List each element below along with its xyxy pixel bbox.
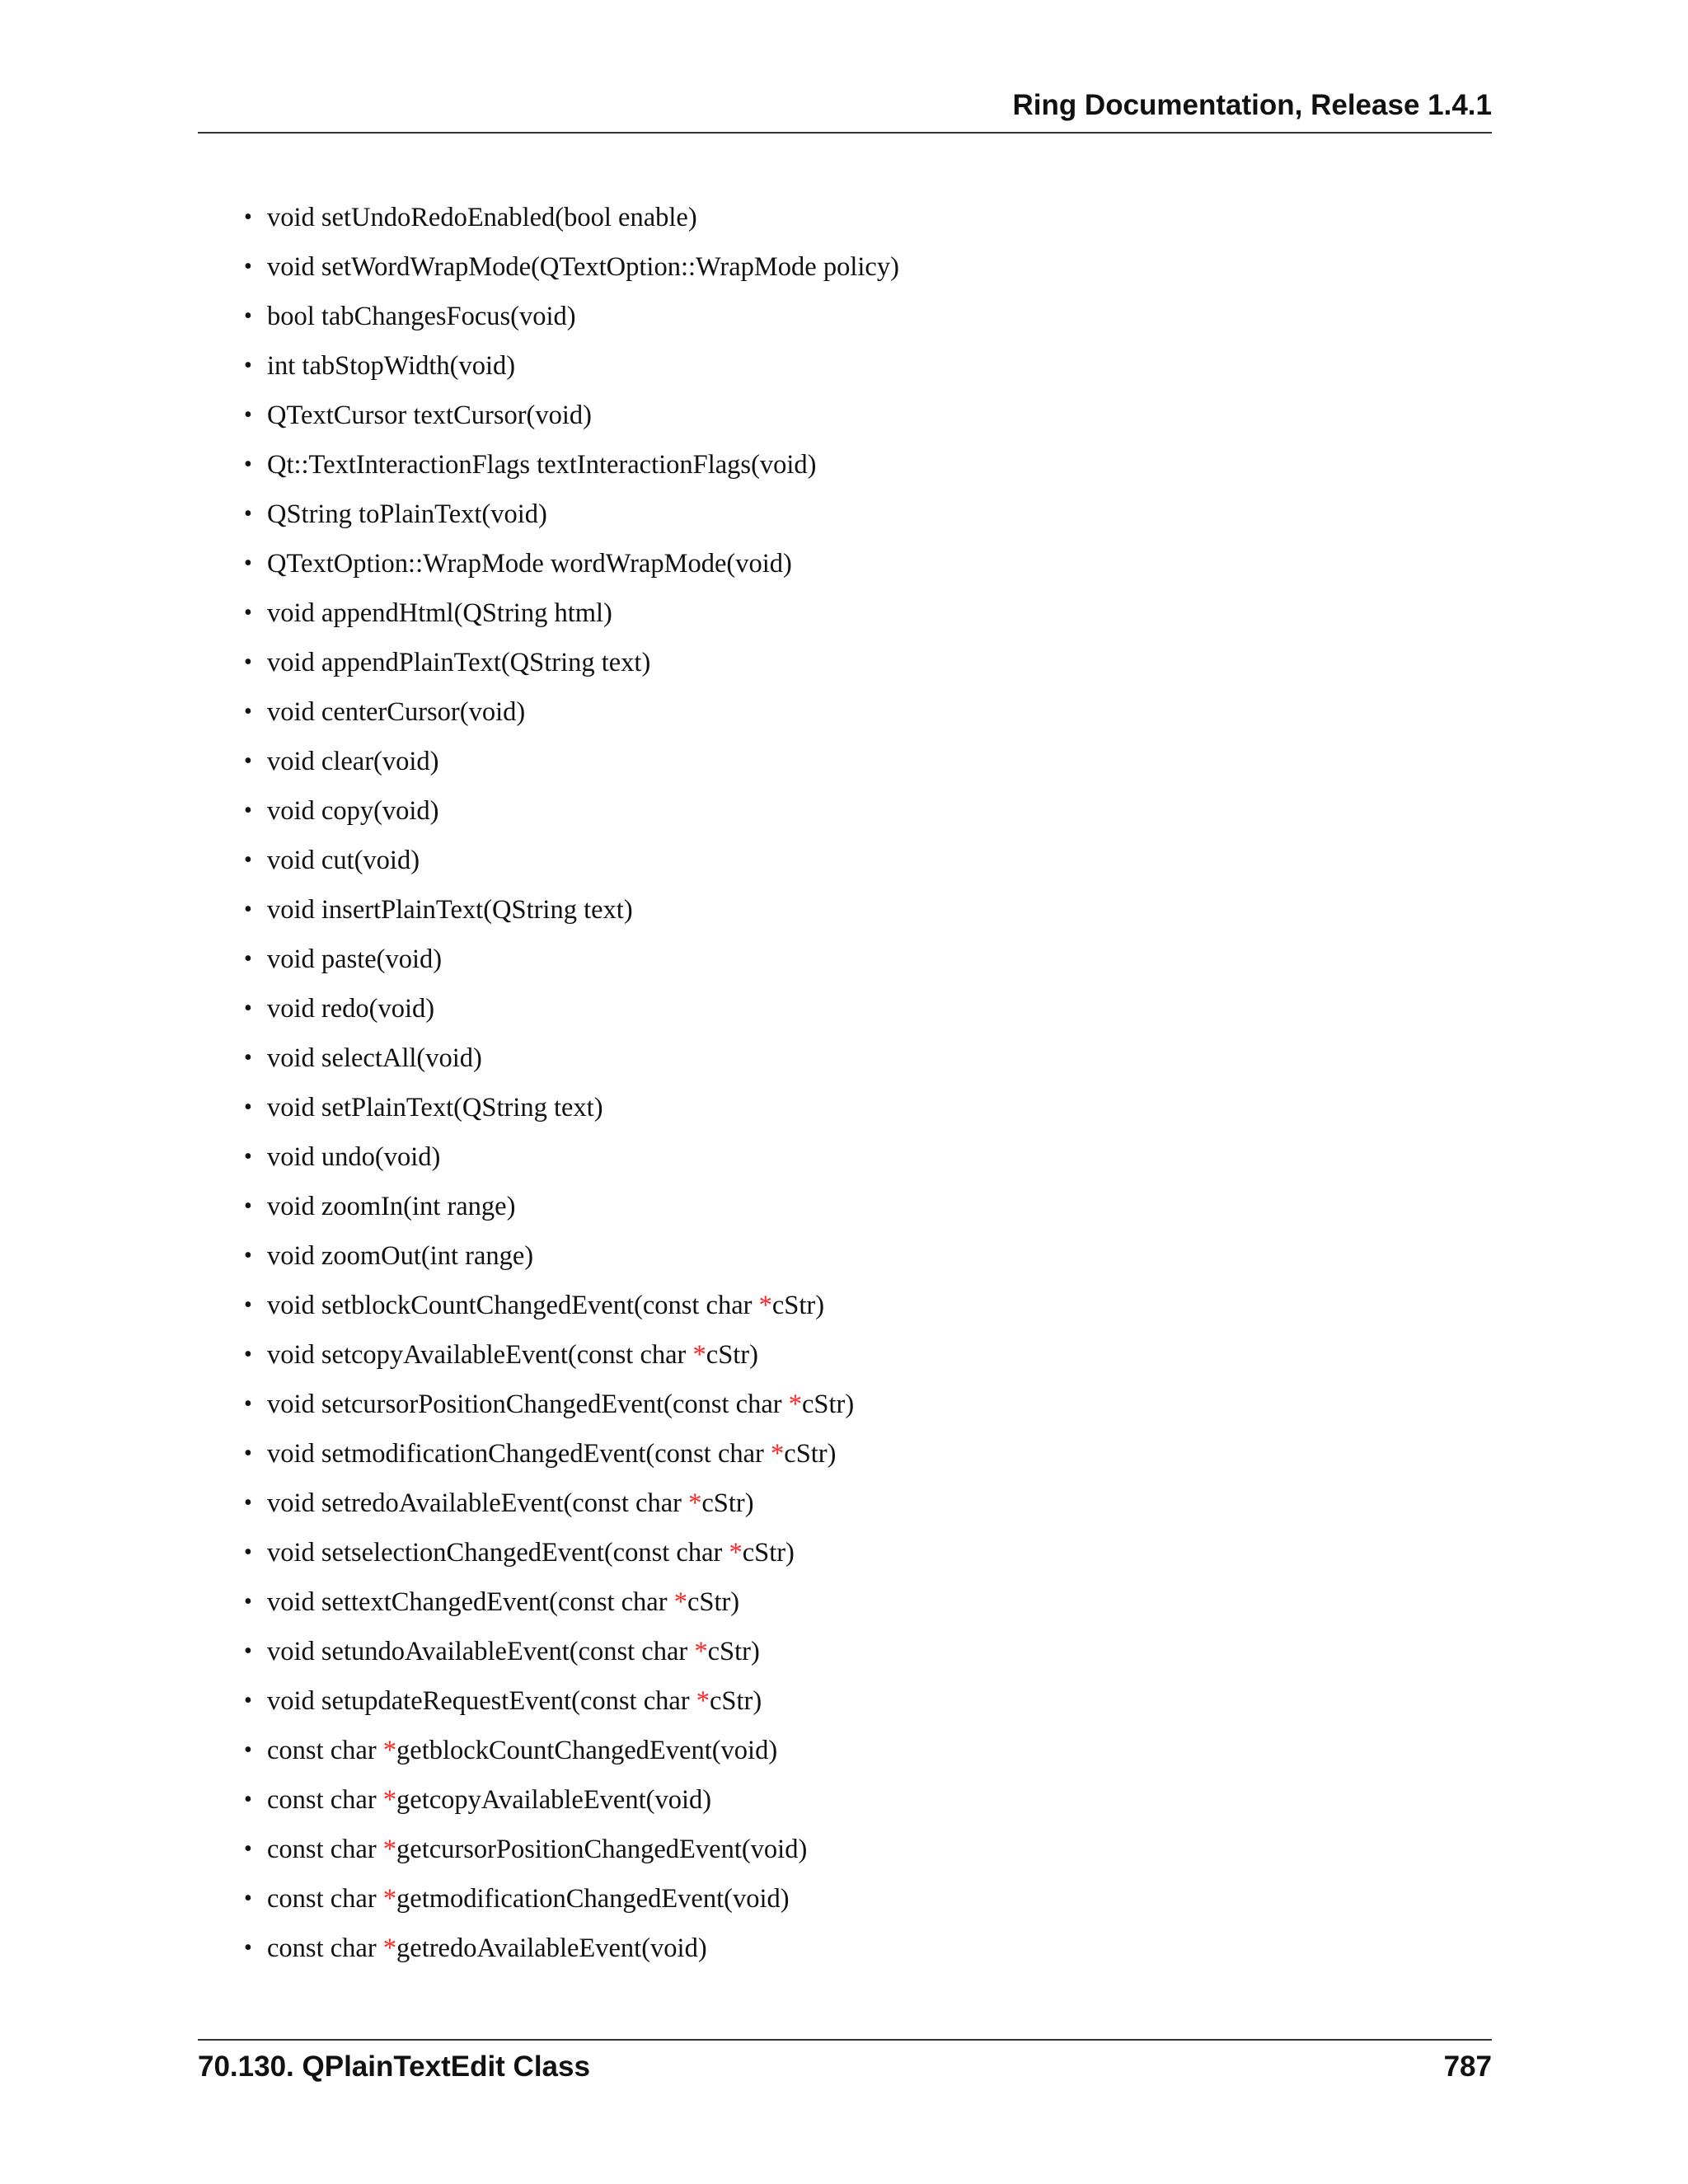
pointer-star: * <box>758 1291 772 1320</box>
list-item <box>244 938 899 987</box>
pointer-star: * <box>688 1488 702 1518</box>
list-item <box>244 987 899 1037</box>
method-signature: void selectAll(void) <box>267 1043 482 1073</box>
list-item <box>244 295 899 344</box>
list-item <box>244 196 899 246</box>
list-item <box>244 1680 899 1729</box>
bullet-icon: • <box>244 353 252 378</box>
method-signature: void zoomOut(int range) <box>267 1241 534 1271</box>
bullet-icon: • <box>244 1094 252 1120</box>
bullet-icon: • <box>244 1292 252 1318</box>
method-signature: void zoomIn(int range) <box>267 1192 516 1221</box>
method-signature: const char <box>267 1835 383 1864</box>
method-list <box>244 196 899 1976</box>
pointer-star: * <box>788 1390 802 1419</box>
method-signature: void paste(void) <box>267 944 443 974</box>
bullet-icon: • <box>244 501 252 527</box>
bullet-icon: • <box>244 402 252 428</box>
pointer-star: * <box>673 1587 687 1617</box>
bullet-icon: • <box>244 996 252 1021</box>
method-signature: void appendHtml(QString html) <box>267 598 612 628</box>
method-signature-rest: getcursorPositionChangedEvent(void) <box>396 1835 808 1864</box>
bullet-icon: • <box>244 1638 252 1664</box>
method-signature-rest: getblockCountChangedEvent(void) <box>396 1736 778 1765</box>
method-signature: void setmodificationChangedEvent(const char <box>267 1439 771 1469</box>
list-item <box>244 394 899 443</box>
method-signature-rest: cStr) <box>707 1637 760 1666</box>
method-signature: const char <box>267 1884 383 1914</box>
method-signature-rest: getredoAvailableEvent(void) <box>396 1933 707 1963</box>
method-signature: const char <box>267 1785 383 1815</box>
bullet-icon: • <box>244 551 252 576</box>
bullet-icon: • <box>244 1540 252 1565</box>
bullet-icon: • <box>244 699 252 724</box>
bullet-icon: • <box>244 1243 252 1268</box>
bullet-icon: • <box>244 1787 252 1812</box>
method-signature: int tabStopWidth(void) <box>267 351 516 381</box>
list-item <box>244 1630 899 1680</box>
list-item <box>244 1581 899 1630</box>
list-item <box>244 1037 899 1086</box>
list-item <box>244 592 899 641</box>
method-signature: bool tabChangesFocus(void) <box>267 302 576 331</box>
bullet-icon: • <box>244 254 252 279</box>
method-signature: void setWordWrapMode(QTextOption::WrapMode policy) <box>267 252 899 282</box>
method-signature: void insertPlainText(QString text) <box>267 895 633 925</box>
pointer-star: * <box>696 1686 710 1716</box>
list-item <box>244 691 899 740</box>
pointer-star: * <box>382 1884 397 1914</box>
bullet-icon: • <box>244 204 252 230</box>
list-item <box>244 443 899 493</box>
method-signature: QTextCursor textCursor(void) <box>267 401 592 430</box>
list-item <box>244 542 899 592</box>
list-item <box>244 839 899 888</box>
list-item <box>244 1383 899 1432</box>
bullet-icon: • <box>244 946 252 972</box>
list-item <box>244 1136 899 1185</box>
method-signature: void undo(void) <box>267 1142 441 1172</box>
method-signature-rest: cStr) <box>706 1340 758 1370</box>
method-signature-rest: cStr) <box>701 1488 754 1518</box>
list-item <box>244 740 899 790</box>
list-item <box>244 1185 899 1235</box>
pointer-star: * <box>382 1785 397 1815</box>
list-item <box>244 888 899 938</box>
method-signature: QString toPlainText(void) <box>267 499 547 529</box>
method-signature: void redo(void) <box>267 994 435 1024</box>
bullet-icon: • <box>244 600 252 626</box>
list-item <box>244 1086 899 1136</box>
bullet-icon: • <box>244 1589 252 1615</box>
list-item <box>244 1779 899 1828</box>
pointer-star: * <box>382 1933 397 1963</box>
pointer-star: * <box>771 1439 785 1469</box>
bullet-icon: • <box>244 1391 252 1417</box>
method-signature-rest: cStr) <box>784 1439 837 1469</box>
page-number: 787 <box>1443 2050 1492 2083</box>
method-signature-rest: cStr) <box>687 1587 740 1617</box>
list-item <box>244 246 899 295</box>
method-signature-rest: cStr) <box>710 1686 762 1716</box>
bullet-icon: • <box>244 1836 252 1862</box>
method-signature-rest: getcopyAvailableEvent(void) <box>396 1785 712 1815</box>
method-signature: void cut(void) <box>267 846 420 875</box>
pointer-star: * <box>729 1538 743 1568</box>
method-signature: void setcopyAvailableEvent(const char <box>267 1340 693 1370</box>
bullet-icon: • <box>244 452 252 477</box>
list-item <box>244 493 899 542</box>
method-signature: void appendPlainText(QString text) <box>267 648 651 677</box>
list-item <box>244 1877 899 1927</box>
pointer-star: * <box>382 1835 397 1864</box>
list-item <box>244 1927 899 1976</box>
bullet-icon: • <box>244 1441 252 1466</box>
bullet-icon: • <box>244 1935 252 1961</box>
method-signature: void settextChangedEvent(const char <box>267 1587 674 1617</box>
bullet-icon: • <box>244 1144 252 1169</box>
bullet-icon: • <box>244 1193 252 1219</box>
bullet-icon: • <box>244 1688 252 1713</box>
method-signature: void setundoAvailableEvent(const char <box>267 1637 695 1666</box>
method-signature: QTextOption::WrapMode wordWrapMode(void) <box>267 549 792 579</box>
list-item <box>244 790 899 839</box>
method-signature: void setredoAvailableEvent(const char <box>267 1488 689 1518</box>
list-item <box>244 1729 899 1779</box>
method-signature: void clear(void) <box>267 747 439 776</box>
bullet-icon: • <box>244 649 252 675</box>
method-signature: void setUndoRedoEnabled(bool enable) <box>267 203 697 232</box>
bullet-icon: • <box>244 748 252 774</box>
method-signature: void setselectionChangedEvent(const char <box>267 1538 729 1568</box>
bullet-icon: • <box>244 897 252 922</box>
bullet-icon: • <box>244 798 252 823</box>
bullet-icon: • <box>244 1490 252 1516</box>
list-item <box>244 1284 899 1333</box>
method-signature: void centerCursor(void) <box>267 697 526 727</box>
pointer-star: * <box>692 1340 706 1370</box>
list-item <box>244 344 899 394</box>
method-signature: void setupdateRequestEvent(const char <box>267 1686 696 1716</box>
pointer-star: * <box>694 1637 708 1666</box>
bullet-icon: • <box>244 1737 252 1763</box>
list-item <box>244 641 899 691</box>
bullet-icon: • <box>244 1886 252 1911</box>
method-signature: Qt::TextInteractionFlags textInteractionFlags(void) <box>267 450 817 480</box>
list-item <box>244 1828 899 1877</box>
list-item <box>244 1235 899 1284</box>
method-signature-rest: getmodificationChangedEvent(void) <box>396 1884 790 1914</box>
method-signature: void copy(void) <box>267 796 439 826</box>
method-signature: void setcursorPositionChangedEvent(const char <box>267 1390 789 1419</box>
method-signature: const char <box>267 1933 383 1963</box>
pointer-star: * <box>382 1736 397 1765</box>
list-item <box>244 1432 899 1482</box>
bullet-icon: • <box>244 847 252 873</box>
section-title: 70.130. QPlainTextEdit Class <box>198 2050 590 2083</box>
method-signature-rest: cStr) <box>771 1291 825 1320</box>
method-signature: void setPlainText(QString text) <box>267 1093 603 1122</box>
method-signature-rest: cStr) <box>742 1538 795 1568</box>
method-signature: const char <box>267 1736 383 1765</box>
page-footer <box>198 2039 1492 2093</box>
method-signature: void setblockCountChangedEvent(const char <box>267 1291 759 1320</box>
list-item <box>244 1482 899 1531</box>
list-item <box>244 1333 899 1383</box>
document-title: Ring Documentation, Release 1.4.1 <box>1012 89 1492 121</box>
page-header <box>198 89 1492 134</box>
bullet-icon: • <box>244 1342 252 1367</box>
bullet-icon: • <box>244 303 252 329</box>
method-signature-rest: cStr) <box>801 1390 855 1419</box>
list-item <box>244 1531 899 1581</box>
bullet-icon: • <box>244 1045 252 1071</box>
